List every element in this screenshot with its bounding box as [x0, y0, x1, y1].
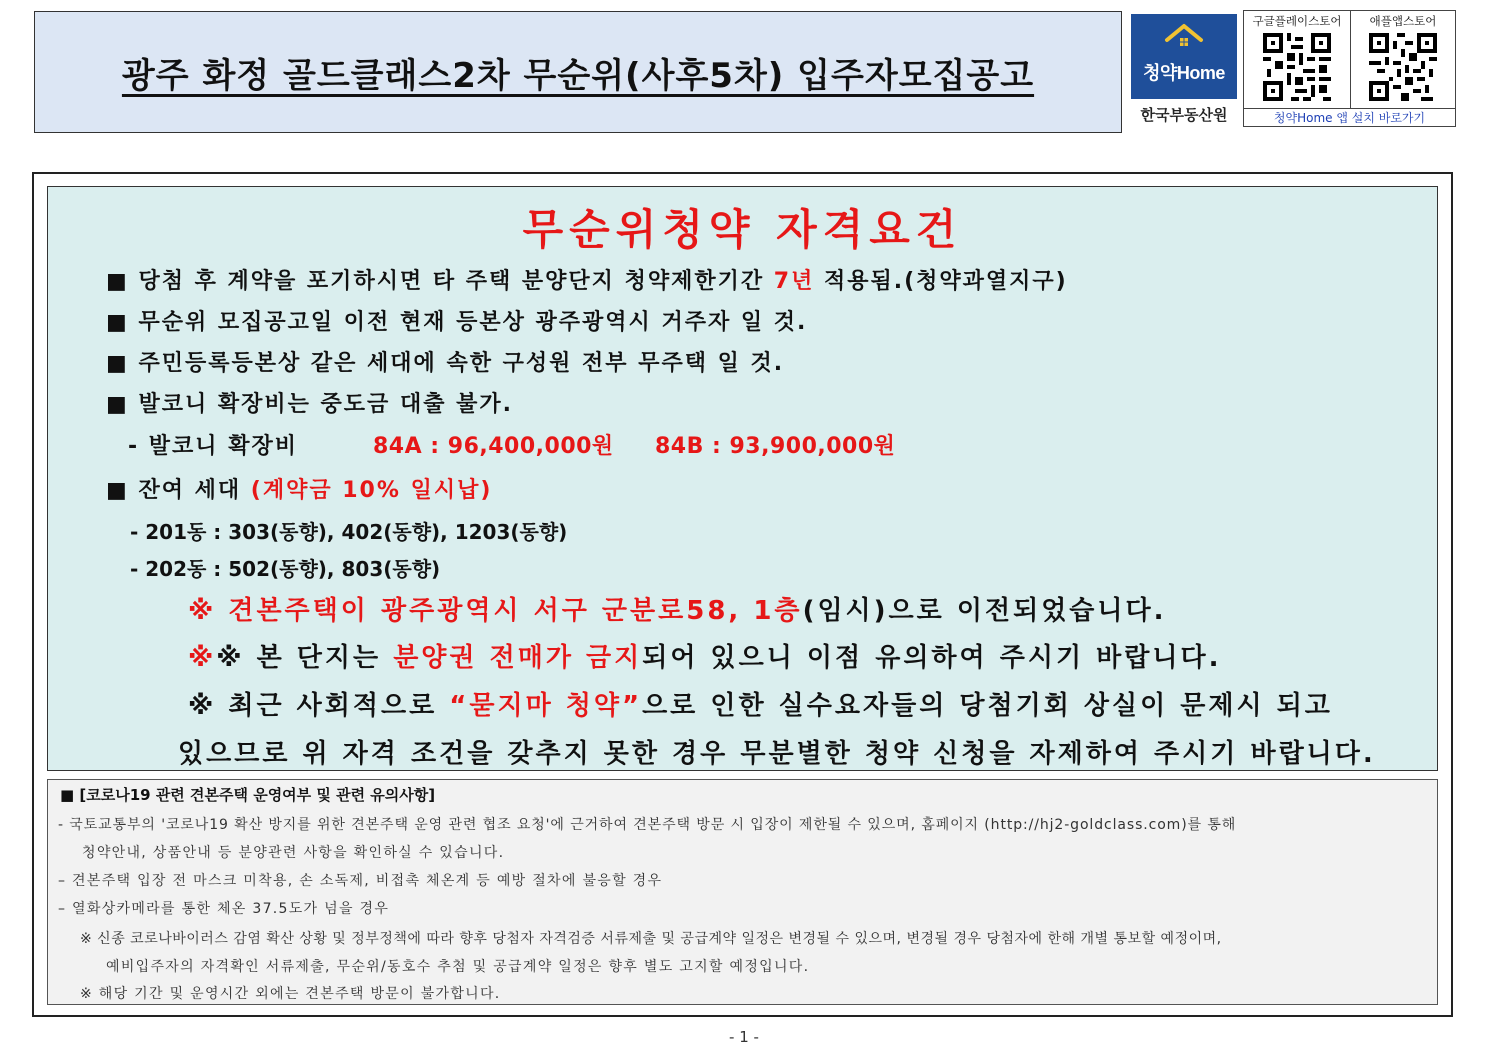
qr-google[interactable]: [1244, 11, 1351, 108]
app-install-link[interactable]: 청약Home 앱 설치 바로가기: [1244, 108, 1455, 128]
condition-line-2: ■ 무순위 모집공고일 이전 현재 등본상 광주광역시 거주자 일 것.: [106, 310, 808, 335]
qr-code-icon: [1369, 33, 1437, 101]
notice-2: ※※ 본 단지는 분양권 전매가 금지되어 있으니 이점 유의하여 주시기 바랍니다.: [188, 643, 1222, 673]
covid-note-4: ※ 신종 코로나바이러스 감염 확산 상황 및 정부정책에 따라 향후 당첨자 자격검증 서류제출 및 공급계약 일정은 변경될 수 있으며, 변경될 경우 당첨자에 한해 개별 통보할 예정이며,: [80, 931, 1222, 947]
page-number: - 1 -: [729, 1028, 759, 1046]
covid-notes-box: [47, 779, 1438, 1005]
qr-google-label: 구글플레이스토어: [1252, 14, 1342, 28]
page-title: 광주 화정 골드클래스2차 무순위(사후5차) 입주자모집공고: [121, 55, 1035, 96]
covid-note-1b: 청약안내, 상품안내 등 분양관련 사항을 확인하실 수 있습니다.: [82, 845, 505, 861]
conditions-title: 무순위청약 자격요건: [522, 205, 963, 254]
covid-note-3: – 열화상카메라를 통한 체온 37.5도가 넘을 경우: [58, 901, 390, 917]
house-icon: [1164, 22, 1204, 56]
covid-note-2: – 견본주택 입장 전 마스크 미착용, 손 소독제, 비접촉 체온계 등 예방 절차에 불응할 경우: [58, 873, 663, 889]
logo-org: 한국부동산원: [1140, 106, 1228, 124]
qr-box: [1243, 10, 1456, 127]
conditions-panel: [47, 186, 1438, 771]
logo-text: 청약Home: [1143, 63, 1225, 83]
qr-code-icon: [1263, 33, 1331, 101]
covid-note-5: ※ 해당 기간 및 운영시간 외에는 견본주택 방문이 불가합니다.: [80, 986, 501, 1002]
balcony-84b: 84B : 93,900,000원: [655, 434, 896, 459]
condition-line-1: ■ 당첨 후 계약을 포기하시면 타 주택 분양단지 청약제한기간 7년 적용됨.(청약과열지구): [106, 269, 1068, 294]
covid-notes-heading: ■ [코로나19 관련 견본주택 운영여부 및 관련 유의사항]: [60, 786, 436, 804]
notice-1: ※ 견본주택이 광주광역시 서구 군분로58, 1층(임시)으로 이전되었습니다.: [188, 596, 1167, 626]
covid-note-1: - 국토교통부의 '코로나19 확산 방지를 위한 견본주택 운영 관련 협조 요청'에 근거하여 견본주택 방문 시 입장이 제한될 수 있으며, 홈페이지 (http://hj2-goldclass.com)를 통해: [58, 817, 1237, 833]
qr-apple[interactable]: [1350, 11, 1456, 108]
title-box: [34, 11, 1122, 133]
remaining-units: ■ 잔여 세대 (계약금 10% 일시납): [106, 478, 493, 503]
qr-apple-label: 애플앱스토어: [1369, 14, 1437, 28]
balcony-label: - 발코니 확장비: [128, 434, 298, 459]
cheongyak-home-logo[interactable]: [1131, 14, 1237, 126]
units-202: - 202동 : 502(동향), 803(동향): [130, 557, 441, 581]
notice-3-continued: 있으므로 위 자격 조건을 갖추지 못한 경우 무분별한 청약 신청을 자제하여 주시기 바랍니다.: [178, 739, 1376, 769]
balcony-84a: 84A : 96,400,000원: [373, 434, 614, 459]
covid-note-4b: 예비입주자의 자격확인 서류제출, 무순위/동호수 추첨 및 공급계약 일정은 향후 별도 고지할 예정입니다.: [106, 959, 810, 975]
condition-line-4: ■ 발코니 확장비는 중도금 대출 불가.: [106, 392, 513, 417]
notice-3: ※ 최근 사회적으로 “묻지마 청약”으로 인한 실수요자들의 당첨기회 상실이 문제시 되고: [188, 691, 1333, 721]
logo-badge: [1131, 14, 1237, 99]
condition-line-3: ■ 주민등록등본상 같은 세대에 속한 구성원 전부 무주택 일 것.: [106, 351, 785, 376]
units-201: - 201동 : 303(동향), 402(동향), 1203(동향): [130, 520, 568, 544]
